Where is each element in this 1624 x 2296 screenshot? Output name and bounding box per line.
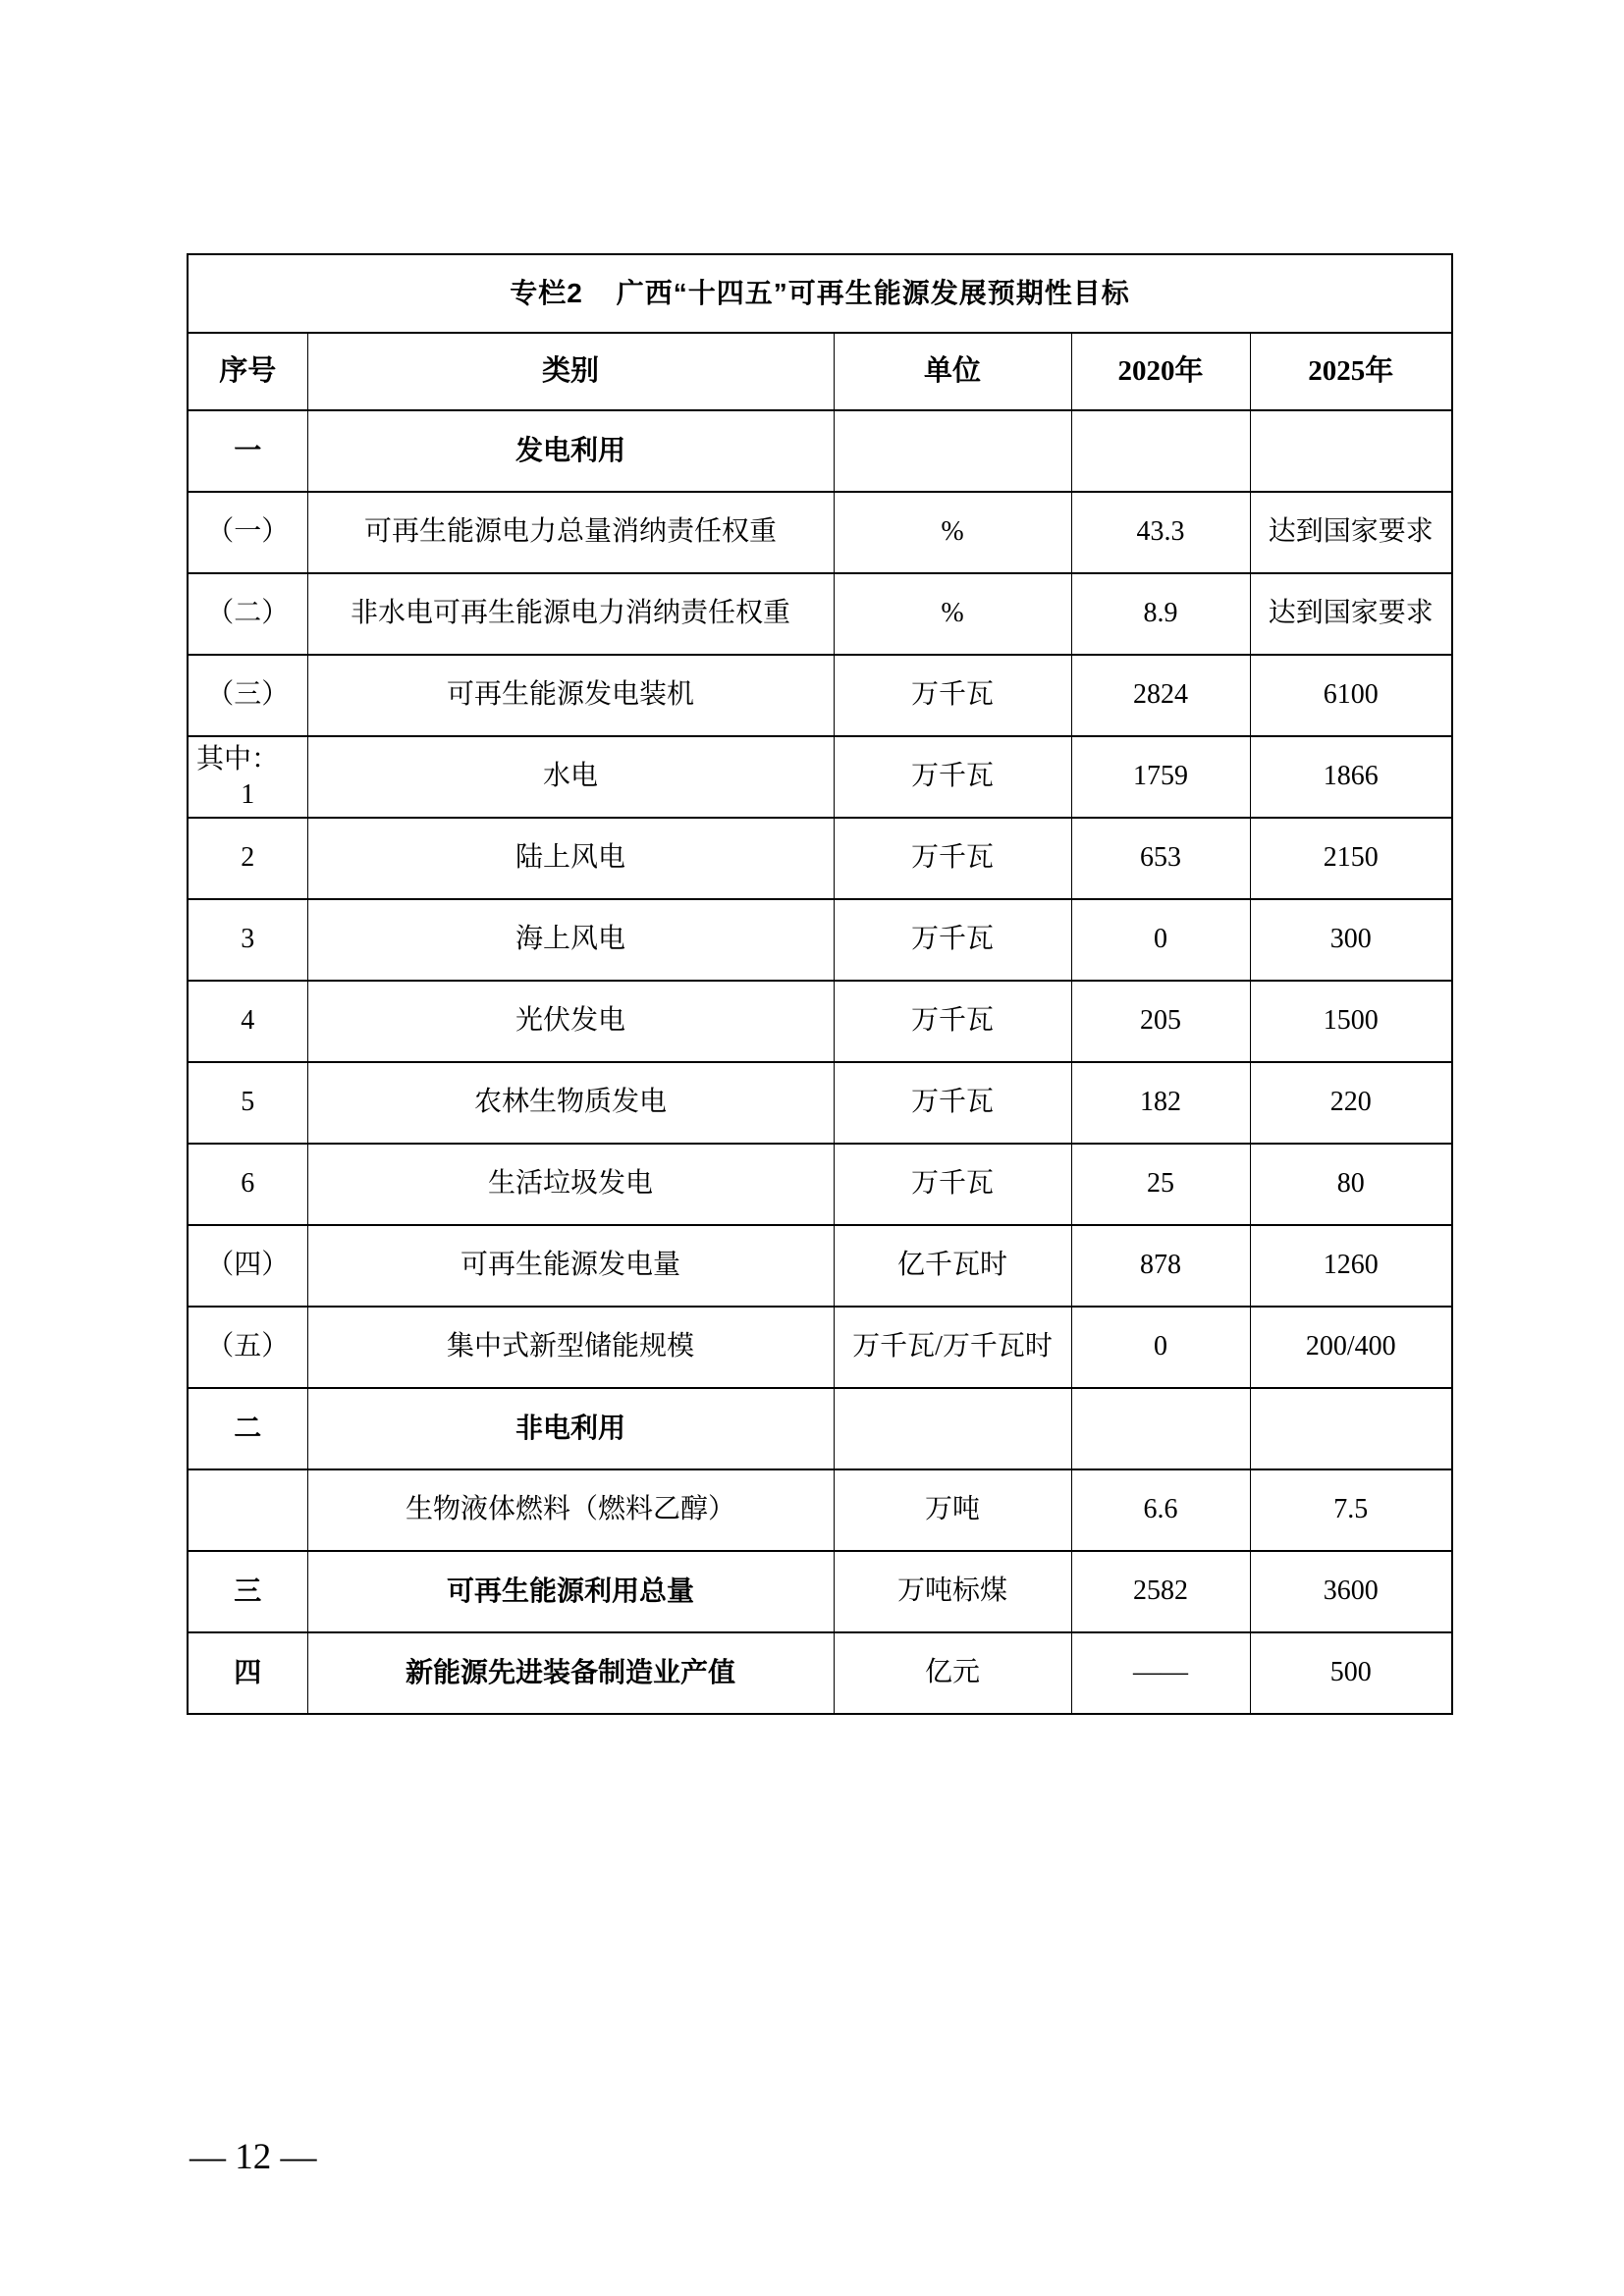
cell-seq: [188, 1469, 307, 1551]
cell-unit: 万千瓦: [834, 818, 1071, 899]
cell-category: 光伏发电: [307, 981, 834, 1062]
cell-2025: [1250, 410, 1452, 492]
cell-2025: 1500: [1250, 981, 1452, 1062]
cell-unit: %: [834, 573, 1071, 655]
cell-seq: 4: [188, 981, 307, 1062]
cell-2025: 6100: [1250, 655, 1452, 736]
table-row: [188, 1551, 1452, 1632]
table-row: [188, 1144, 1452, 1225]
header-2020: 2020年: [1071, 333, 1250, 410]
cell-2020: 205: [1071, 981, 1250, 1062]
cell-seq: 5: [188, 1062, 307, 1144]
cell-unit: 亿元: [834, 1632, 1071, 1714]
cell-unit: 万千瓦: [834, 1062, 1071, 1144]
cell-unit: [834, 410, 1071, 492]
cell-2020: [1071, 410, 1250, 492]
header-unit: 单位: [834, 333, 1071, 410]
cell-seq: （五）: [188, 1307, 307, 1388]
cell-seq-number: 1: [241, 778, 255, 810]
header-2025: 2025年: [1250, 333, 1452, 410]
cell-2020: 653: [1071, 818, 1250, 899]
cell-unit: 万千瓦: [834, 655, 1071, 736]
table-row: [188, 1307, 1452, 1388]
cell-category: 发电利用: [307, 410, 834, 492]
cell-seq: 三: [188, 1551, 307, 1632]
cell-unit: 万千瓦: [834, 899, 1071, 981]
cell-category: 可再生能源利用总量: [307, 1551, 834, 1632]
cell-2020: 2582: [1071, 1551, 1250, 1632]
table-row: [188, 655, 1452, 736]
cell-2025: 80: [1250, 1144, 1452, 1225]
cell-2025: 500: [1250, 1632, 1452, 1714]
cell-2020: 1759: [1071, 736, 1250, 818]
cell-seq-label: 其中：: [196, 743, 280, 774]
table-row: [188, 492, 1452, 573]
cell-seq: 一: [188, 410, 307, 492]
cell-category: 可再生能源电力总量消纳责任权重: [307, 492, 834, 573]
cell-seq: （四）: [188, 1225, 307, 1307]
table-title-row: [188, 254, 1452, 333]
cell-2020: 0: [1071, 1307, 1250, 1388]
cell-category: 新能源先进装备制造业产值: [307, 1632, 834, 1714]
cell-2025: 7.5: [1250, 1469, 1452, 1551]
cell-2025: 200/400: [1250, 1307, 1452, 1388]
table-row: [188, 573, 1452, 655]
cell-seq: 四: [188, 1632, 307, 1714]
table-title: [188, 254, 1452, 333]
table-row: [188, 410, 1452, 492]
cell-2025: 达到国家要求: [1250, 492, 1452, 573]
cell-category: 非水电可再生能源电力消纳责任权重: [307, 573, 834, 655]
cell-unit: 万千瓦/万千瓦时: [834, 1307, 1071, 1388]
cell-2025: [1250, 1388, 1452, 1469]
cell-2025: 220: [1250, 1062, 1452, 1144]
table-row: [188, 1225, 1452, 1307]
table-row: [188, 1632, 1452, 1714]
cell-unit: %: [834, 492, 1071, 573]
cell-2020: 0: [1071, 899, 1250, 981]
cell-unit: 万吨: [834, 1469, 1071, 1551]
cell-seq: [188, 736, 307, 818]
cell-seq: 2: [188, 818, 307, 899]
table-title-main: 广西“十四五”可再生能源发展预期性目标: [616, 277, 1130, 308]
cell-seq: （一）: [188, 492, 307, 573]
cell-2020: 878: [1071, 1225, 1250, 1307]
cell-category: 集中式新型储能规模: [307, 1307, 834, 1388]
cell-2020: 25: [1071, 1144, 1250, 1225]
table-row: [188, 818, 1452, 899]
cell-2020: 8.9: [1071, 573, 1250, 655]
table-row: [188, 736, 1452, 818]
renewable-energy-targets-table: [187, 253, 1453, 1715]
cell-2025: 300: [1250, 899, 1452, 981]
cell-category: 水电: [307, 736, 834, 818]
cell-2025: 3600: [1250, 1551, 1452, 1632]
cell-2020: 2824: [1071, 655, 1250, 736]
cell-seq: 6: [188, 1144, 307, 1225]
table-row: [188, 1469, 1452, 1551]
cell-seq: （三）: [188, 655, 307, 736]
cell-category: 可再生能源发电装机: [307, 655, 834, 736]
table-row: [188, 1062, 1452, 1144]
cell-2025: 1260: [1250, 1225, 1452, 1307]
cell-category: 生活垃圾发电: [307, 1144, 834, 1225]
cell-seq: （二）: [188, 573, 307, 655]
cell-category: 非电利用: [307, 1388, 834, 1469]
table-row: [188, 981, 1452, 1062]
cell-unit: 万千瓦: [834, 1144, 1071, 1225]
cell-unit: 万千瓦: [834, 981, 1071, 1062]
cell-2020: [1071, 1388, 1250, 1469]
cell-seq: 3: [188, 899, 307, 981]
cell-category: 可再生能源发电量: [307, 1225, 834, 1307]
cell-unit: 亿千瓦时: [834, 1225, 1071, 1307]
cell-2020: 6.6: [1071, 1469, 1250, 1551]
cell-2020: 43.3: [1071, 492, 1250, 573]
cell-unit: [834, 1388, 1071, 1469]
table-row: [188, 1388, 1452, 1469]
cell-2020: 182: [1071, 1062, 1250, 1144]
cell-category: 农林生物质发电: [307, 1062, 834, 1144]
cell-unit: 万吨标煤: [834, 1551, 1071, 1632]
cell-2025: 1866: [1250, 736, 1452, 818]
cell-category: 海上风电: [307, 899, 834, 981]
cell-seq: 二: [188, 1388, 307, 1469]
table-row: [188, 899, 1452, 981]
cell-2025: 2150: [1250, 818, 1452, 899]
cell-unit: 万千瓦: [834, 736, 1071, 818]
header-seq: 序号: [188, 333, 307, 410]
table-header-row: [188, 333, 1452, 410]
table-title-prefix: 专栏2: [510, 277, 583, 308]
cell-2020: ——: [1071, 1632, 1250, 1714]
header-category: 类别: [307, 333, 834, 410]
cell-category: 生物液体燃料（燃料乙醇）: [307, 1469, 834, 1551]
cell-category: 陆上风电: [307, 818, 834, 899]
cell-2025: 达到国家要求: [1250, 573, 1452, 655]
page-number: — 12 —: [189, 2137, 317, 2177]
